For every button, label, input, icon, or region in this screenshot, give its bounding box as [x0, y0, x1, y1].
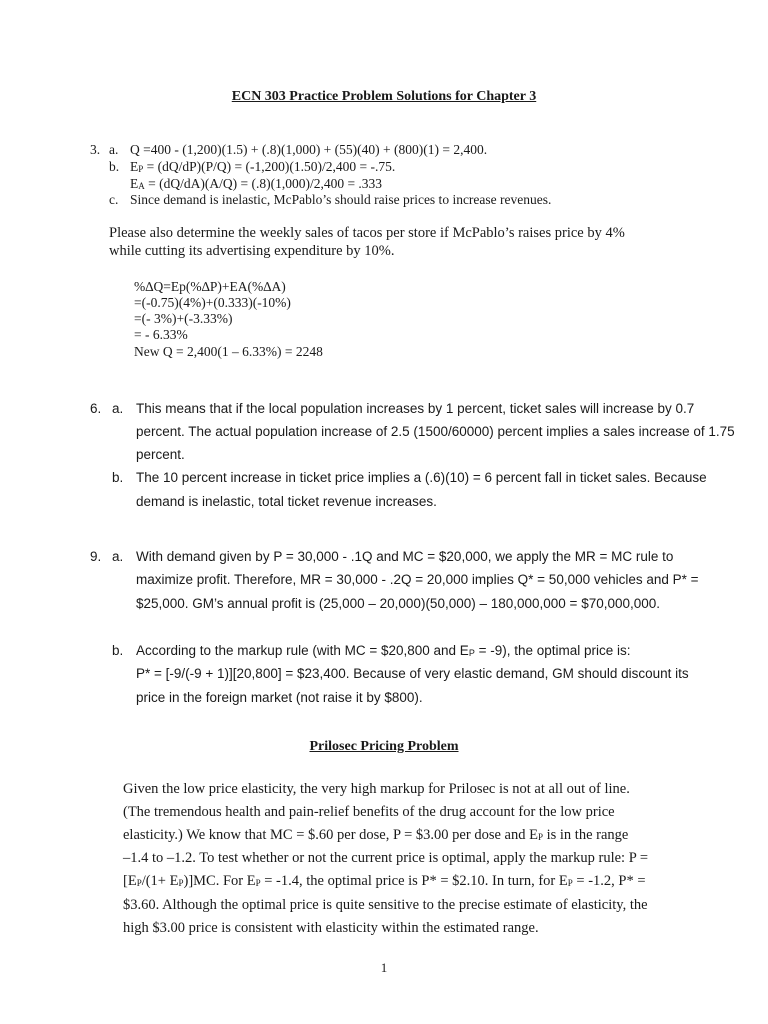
calc-line-3: =(- 3%)+(-3.33%)	[134, 311, 233, 326]
problem-3-extra-line1: Please also determine the weekly sales of tacos per store if McPablo’s raises price by 4%	[109, 225, 625, 241]
problem-3-number: 3.	[90, 142, 101, 157]
prilosec-line-4: –1.4 to –1.2. To test whether or not the current price is optimal, apply the markup rule: P =	[123, 850, 649, 866]
prilosec-section-title: Prilosec Pricing Problem	[309, 739, 459, 754]
problem-9b-line2: P* = [-9/(-9 + 1)][20,800] = $23,400. Because of very elastic demand, GM should discount its	[136, 666, 689, 681]
problem-9b-label: b.	[112, 643, 124, 658]
page-number: 1	[380, 960, 388, 975]
calc-line-2: =(-0.75)(4%)+(0.333)(-10%)	[134, 295, 291, 310]
prilosec-line-5: [EP/(1+ EP)]MC. For EP = -1.4, the optimal price is P* = $2.10. In turn, for EP = -1.2, P* =	[123, 873, 646, 889]
problem-6a-line3: percent.	[136, 447, 185, 462]
problem-6b-line2: demand is inelastic, total ticket revenue increases.	[136, 494, 437, 509]
problem-6b-label: b.	[112, 470, 124, 485]
problem-9a-line2: maximize profit. Therefore, MR = 30,000 - .2Q = 20,000 implies Q* = 50,000 vehicles and P* =	[136, 572, 699, 587]
prilosec-line-3: elasticity.) We know that MC = $.60 per dose, P = $3.00 per dose and EP is in the range	[123, 827, 629, 843]
calc-line-4: = - 6.33%	[134, 327, 188, 342]
problem-9a-label: a.	[112, 549, 124, 564]
prilosec-line-7: high $3.00 price is consistent with elasticity within the estimated range.	[123, 920, 539, 936]
prilosec-line-1: Given the low price elasticity, the very high markup for Prilosec is not at all out of line.	[123, 781, 630, 797]
problem-6b-line1: The 10 percent increase in ticket price implies a (.6)(10) = 6 percent fall in ticket sales. Because	[136, 470, 707, 485]
page-title: ECN 303 Practice Problem Solutions for Chapter 3	[231, 89, 537, 104]
problem-3c-label: c.	[109, 192, 119, 207]
problem-3b-line2: EA = (dQ/dA)(A/Q) = (.8)(1,000)/2,400 = .333	[130, 176, 383, 191]
calc-line-1: %∆Q=Ep(%∆P)+EA(%∆A)	[134, 279, 286, 294]
calc-line-5: New Q = 2,400(1 – 6.33%) = 2248	[134, 344, 323, 359]
problem-6a-label: a.	[112, 401, 124, 416]
problem-3c-text: Since demand is inelastic, McPablo’s should raise prices to increase revenues.	[130, 192, 552, 207]
problem-3a-text: Q =400 - (1,200)(1.5) + (.8)(1,000) + (55)(40) + (800)(1) = 2,400.	[130, 142, 488, 157]
problem-9-number: 9.	[90, 549, 102, 564]
problem-3b-label: b.	[109, 159, 120, 174]
problem-3-extra-line2: while cutting its advertising expenditure by 10%.	[109, 243, 395, 259]
problem-9a-line1: With demand given by P = 30,000 - .1Q and MC = $20,000, we apply the MR = MC rule to	[136, 549, 674, 564]
problem-6a-line2: percent. The actual population increase of 2.5 (1500/60000) percent implies a sales increase of 1.75	[136, 424, 735, 439]
problem-9a-line3: $25,000. GM’s annual profit is (25,000 – 20,000)(50,000) – 180,000,000 = $70,000,000.	[136, 596, 661, 611]
problem-9b-line1: According to the markup rule (with MC = $20,800 and EP = -9), the optimal price is:	[136, 643, 631, 658]
prilosec-line-6: $3.60. Although the optimal price is quite sensitive to the precise estimate of elasticity, the	[123, 897, 648, 913]
problem-3a-label: a.	[109, 142, 119, 157]
problem-6-number: 6.	[90, 401, 102, 416]
problem-3b-line1: EP = (dQ/dP)(P/Q) = (-1,200)(1.50)/2,400 = -.75.	[130, 159, 396, 174]
problem-6a-line1: This means that if the local population increases by 1 percent, ticket sales will increase by 0.7	[136, 401, 695, 416]
problem-9b-line3: price in the foreign market (not raise it by $800).	[136, 690, 423, 705]
prilosec-line-2: (The tremendous health and pain-relief benefits of the drug account for the low price	[123, 804, 615, 820]
